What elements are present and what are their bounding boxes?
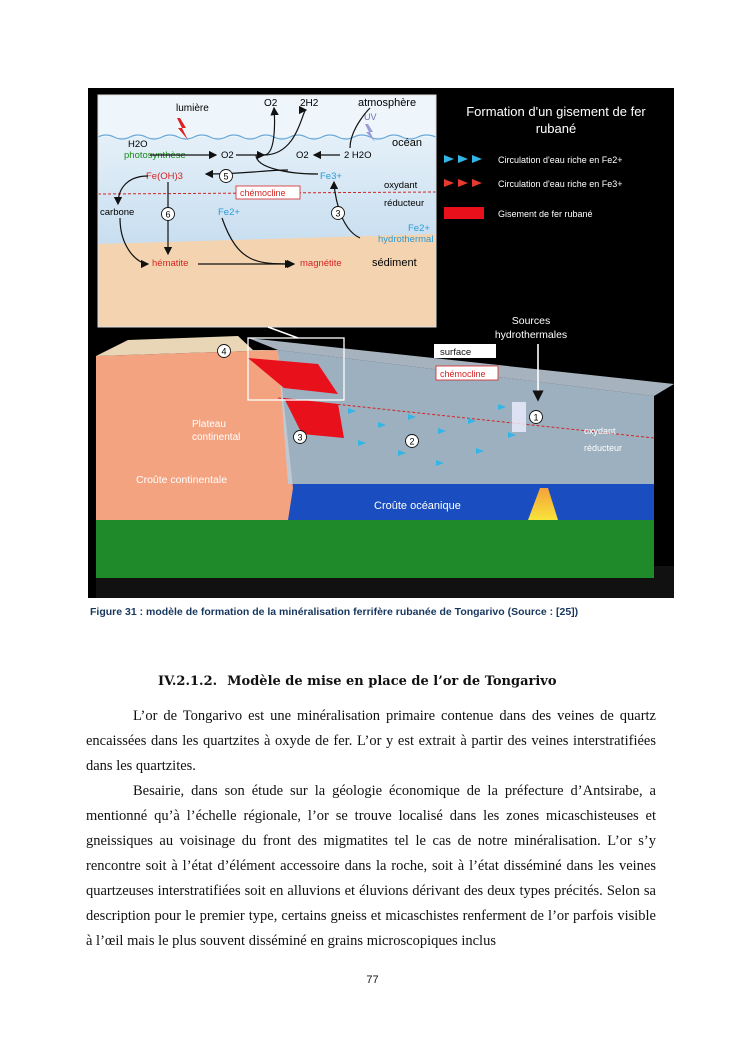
svg-text:Circulation d'eau riche en Fe3: Circulation d'eau riche en Fe3+ bbox=[498, 179, 623, 189]
block-plateau-line1: Plateau bbox=[192, 419, 226, 430]
inset-step-3 bbox=[332, 207, 345, 220]
legend-fe2 bbox=[444, 155, 623, 165]
block-sources-line1: Sources bbox=[511, 315, 551, 327]
inset-reducteur: réducteur bbox=[384, 198, 425, 209]
inset-photosynthese: photosynthèse bbox=[124, 150, 186, 161]
block-marker-1 bbox=[530, 411, 543, 424]
block-marker-4 bbox=[218, 345, 231, 358]
inset-magnetite: magnétite bbox=[300, 258, 342, 269]
svg-text:4: 4 bbox=[221, 346, 227, 357]
block-marker-3 bbox=[294, 431, 307, 444]
section-title: Modèle de mise en place de l’or de Tongarivo bbox=[227, 674, 557, 689]
svg-text:3: 3 bbox=[297, 432, 303, 443]
paragraph: L’or de Tongarivo est une minéralisation primaire contenue dans des veines de quartz encaissées dans les quartzites à oxyde de fer. L’or y est extrait à partir des veines interstratifiées dans les quartzites. bbox=[86, 708, 656, 774]
inset-oxydant: oxydant bbox=[384, 180, 418, 191]
block-oxydant: oxydant bbox=[584, 426, 616, 436]
block-croute-oceanique: Croûte océanique bbox=[374, 500, 461, 512]
block-chemocline: chémocline bbox=[440, 369, 486, 379]
svg-text:3: 3 bbox=[335, 208, 341, 219]
inset-carbone: carbone bbox=[100, 207, 135, 218]
inset-step-6 bbox=[162, 208, 175, 221]
inset-2h2o: 2 H2O bbox=[344, 150, 372, 161]
inset-2h2: 2H2 bbox=[300, 98, 319, 109]
inset-uv: UV bbox=[364, 112, 377, 122]
legend-gisement bbox=[444, 207, 593, 219]
figure-caption: Figure 31 : modèle de formation de la minéralisation ferrifère rubanée de Tongarivo (Source : [25]) bbox=[90, 606, 579, 618]
paragraph: Besairie, dans son étude sur la géologie économique de la préfecture d’Antsirabe, a mentionné qu’à l’échelle régionale, l’or se trouve localisé dans les zones micaschisteuses et gneissiques au voisinage du front des migmatites tel le cas de notre minéralisation. L’or s’y rencontre soit à l’état d’élément accessoire dans la roche, soit à l’état disséminé dans les veines quartzeuses interstratifiées soit en alluvions et éluvions dérivant des deux types précités. Selon sa description pour le premier type, certains gneiss et micaschistes renferment de l’or parfois visible à l’œil mais le plus souvent disséminé en grains microscopiques inclus bbox=[86, 783, 656, 949]
inset-chemocline: chémocline bbox=[240, 188, 286, 198]
block-reducteur: réducteur bbox=[584, 443, 623, 453]
inset-sediment: sédiment bbox=[372, 257, 417, 269]
inset-o2-top: O2 bbox=[264, 98, 278, 109]
inset-step-5 bbox=[220, 170, 233, 183]
inset-fe2-mid: Fe2+ bbox=[218, 207, 240, 218]
inset-o2-left: O2 bbox=[221, 150, 234, 161]
block-sources-line2: hydrothermales bbox=[494, 329, 568, 341]
svg-text:2: 2 bbox=[409, 436, 415, 447]
inset-hematite: hématite bbox=[152, 258, 189, 269]
svg-text:5: 5 bbox=[223, 171, 229, 182]
block-marker-2 bbox=[406, 435, 419, 448]
block-croute-continentale: Croûte continentale bbox=[136, 474, 228, 486]
inset-lumiere: lumière bbox=[176, 103, 209, 114]
svg-text:6: 6 bbox=[165, 209, 171, 220]
svg-text:1: 1 bbox=[533, 412, 539, 423]
section-heading bbox=[158, 674, 678, 689]
figure-title-line2: rubané bbox=[535, 121, 577, 136]
svg-text:Gisement de fer rubané: Gisement de fer rubané bbox=[498, 209, 593, 219]
inset-atmosphere: atmosphère bbox=[358, 97, 417, 109]
section-number: IV.2.1.2. bbox=[158, 674, 218, 689]
block-plateau-line2: continental bbox=[192, 432, 241, 443]
inset-h2o: H2O bbox=[128, 139, 148, 150]
inset-o2-mid: O2 bbox=[296, 150, 309, 161]
inset-fe3: Fe3+ bbox=[320, 171, 342, 182]
inset-ocean: océan bbox=[392, 137, 422, 149]
page-number: 77 bbox=[366, 974, 379, 986]
inset-fe2-hydro: Fe2+ bbox=[408, 223, 430, 234]
block-surface: surface bbox=[440, 347, 472, 358]
figure-diagram bbox=[88, 88, 674, 598]
inset-feoh3: Fe(OH)3 bbox=[146, 171, 183, 182]
figure-31 bbox=[88, 88, 674, 598]
inset-hydrothermal: hydrothermal bbox=[378, 234, 434, 245]
figure-title-line1: Formation d'un gisement de fer bbox=[466, 104, 646, 119]
svg-text:Circulation d'eau riche en Fe2: Circulation d'eau riche en Fe2+ bbox=[498, 155, 623, 165]
body-text bbox=[86, 704, 656, 954]
legend-fe3 bbox=[444, 179, 623, 189]
